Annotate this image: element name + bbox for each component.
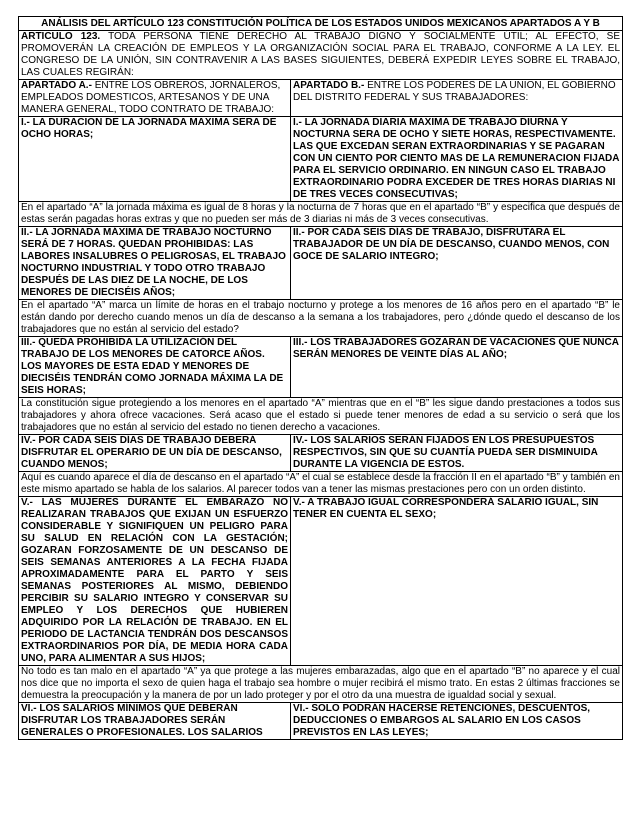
fraction-row-3 <box>19 337 623 398</box>
document-title: ANÁLISIS DEL ARTÍCULO 123 CONSTITUCIÓN POLÍTICA DE LOS ESTADOS UNIDOS MEXICANOS APARTADOS A Y B <box>19 17 623 31</box>
apartado-b-text: ENTRE LOS PODERES DE LA UNION, EL GOBIERNO DEL DISTRITO FEDERAL Y SUS TRABAJADORES: <box>293 80 616 103</box>
apartado-a-label: APARTADO A.- <box>21 80 92 91</box>
apartado-a-text: ENTRE LOS OBREROS, JORNALEROS, EMPLEADOS DOMESTICOS, ARTESANOS Y DE UNA MANERA GENERAL, TODO CONTRATO DE TRABAJO: <box>21 80 281 115</box>
apartado-b-header <box>291 80 623 117</box>
apartado-b-label: APARTADO B.- <box>293 80 365 91</box>
apartado-a-header <box>19 80 291 117</box>
comment-2: En el apartado “A” marca un límite de horas en el trabajo nocturno y protege a los menores de 16 años pero en el apartado “B” le están dando por derecho cuando menos un día de descanso a la semana a los trabajadores, pero ¿dónde quedo el descanso de los trabajadores que no están al servicio del estado? <box>19 300 623 337</box>
title-row <box>19 17 623 31</box>
analysis-document <box>18 16 622 740</box>
comment-row-5 <box>19 666 623 703</box>
fraction-a-4: IV.- POR CADA SEIS DÍAS DE TRABAJO DEBERÁ DISFRUTAR EL OPERARIO DE UN DÍA DE DESCANSO, CUANDO MENOS; <box>19 435 291 472</box>
analysis-table <box>18 16 623 740</box>
fraction-a-2: II.- LA JORNADA MÁXIMA DE TRABAJO NOCTURNO SERÁ DE 7 HORAS. QUEDAN PROHIBIDAS: LAS LABORES INSALUBRES O PELIGROSAS, EL TRABAJO NOCTURNO INDUSTRIAL Y TODO OTRO TRABAJO DESPUÉS DE LAS DIEZ DE LA NOCHE, DE LOS MENORES DE DIECISÉIS AÑOS; <box>19 227 291 300</box>
article-text: TODA PERSONA TIENE DERECHO AL TRABAJO DIGNO Y SOCIALMENTE ÚTIL; AL EFECTO, SE PROMOVERÁN LA CREACIÓN DE EMPLEOS Y LA ORGANIZACIÓN SOCIAL PARA EL TRABAJO, CONFORME A LA LEY. EL CONGRESO DE LA UNIÓN, SIN CONTRAVENIR A LAS BASES SIGUIENTES, DEBERÁ EXPEDIR LEYES SOBRE EL TRABAJO, LAS CUALES REGIRÁN: <box>21 31 620 78</box>
fraction-row-4 <box>19 435 623 472</box>
fraction-b-2: II.- POR CADA SEIS DÍAS DE TRABAJO, DISFRUTARA EL TRABAJADOR DE UN DÍA DE DESCANSO, CUANDO MENOS, CON GOCE DE SALARIO INTEGRO; <box>291 227 623 300</box>
fraction-a-5: V.- LAS MUJERES DURANTE EL EMBARAZO NO REALIZARAN TRABAJOS QUE EXIJAN UN ESFUERZO CONSIDERABLE Y SIGNIFIQUEN UN PELIGRO PARA SU SALUD EN RELACIÓN CON LA GESTACIÓN; GOZARAN FORZOSAMENTE DE UN DESCANSO DE SEIS SEMANAS ANTERIORES A LA FECHA FIJADA APROXIMADAMENTE PARA EL PARTO Y SEIS SEMANAS POSTERIORES AL MISMO, DEBIENDO PERCIBIR SU SALARIO INTEGRO Y CONSERVAR SU EMPLEO Y LOS DERECHOS QUE HUBIEREN ADQUIRIDO POR LA RELACIÓN DE TRABAJO. EN EL PERIODO DE LACTANCIA TENDRÁN DOS DESCANSOS EXTRAORDINARIOS POR DÍA, DE MEDIA HORA CADA UNO, PARA ALIMENTAR A SUS HIJOS; <box>19 497 291 666</box>
apartado-header-row <box>19 80 623 117</box>
comment-row-3 <box>19 398 623 435</box>
fraction-b-3: III.- LOS TRABAJADORES GOZARAN DE VACACIONES QUE NUNCA SERÁN MENORES DE VEINTE DÍAS AL AÑO; <box>291 337 623 398</box>
comment-row-1 <box>19 202 623 227</box>
comment-row-2 <box>19 300 623 337</box>
fraction-a-6: VI.- LOS SALARIOS MÍNIMOS QUE DEBERÁN DISFRUTAR LOS TRABAJADORES SERÁN GENERALES O PROFESIONALES. LOS SALARIOS <box>19 703 291 740</box>
article-label: ARTICULO 123. <box>21 31 101 42</box>
fraction-row-2 <box>19 227 623 300</box>
comment-1: En el apartado “A” la jornada máxima es igual de 8 horas y la nocturna de 7 horas que en el apartado “B” y especifica que después de estas serán pagadas horas extras y que no pueden ser más de 3 diarias ni más de 3 veces consecutivas. <box>19 202 623 227</box>
article-intro <box>19 31 623 80</box>
comment-row-4 <box>19 472 623 497</box>
comment-4: Aquí es cuando aparece el día de descanso en el apartado “A” el cual se establece desde la fracción II en el apartado “B” y también en este mismo apartado se habla de los salarios. Al parecer todos van a tener las mismas prestaciones pero con un orden distinto. <box>19 472 623 497</box>
fraction-row-1 <box>19 117 623 202</box>
fraction-a-1: I.- LA DURACION DE LA JORNADA MAXIMA SERA DE OCHO HORAS; <box>19 117 291 202</box>
fraction-row-5 <box>19 497 623 666</box>
fraction-b-1: I.- LA JORNADA DIARIA MAXIMA DE TRABAJO DIURNA Y NOCTURNA SERA DE OCHO Y SIETE HORAS, RESPECTIVAMENTE. LAS QUE EXCEDAN SERAN EXTRAORDINARIAS Y SE PAGARAN CON UN CIENTO POR CIENTO MAS DE LA REMUNERACION FIJADA PARA EL SERVICIO ORDINARIO. EN NINGUN CASO EL TRABAJO EXTRAORDINARIO PODRA EXCEDER DE TRES HORAS DIARIAS NI DE TRES VECES CONSECUTIVAS; <box>291 117 623 202</box>
fraction-b-5: V.- A TRABAJO IGUAL CORRESPONDERÁ SALARIO IGUAL, SIN TENER EN CUENTA EL SEXO; <box>291 497 623 666</box>
comment-5: No todo es tan malo en el apartado “A” ya que protege a las mujeres embarazadas, algo que en el apartado “B” no aparece y el cual nos dice que no importa el sexo de quien haga el trabajo sea hombre o mujer recibirá el mismo trato. En estas 2 últimas fracciones se demuestra la preocupación y la manera de por un lado proteger y por el otro da una muestra de igualdad social y sexual. <box>19 666 623 703</box>
fraction-b-4: IV.- LOS SALARIOS SERÁN FIJADOS EN LOS PRESUPUESTOS RESPECTIVOS, SIN QUE SU CUANTÍA PUEDA SER DISMINUIDA DURANTE LA VIGENCIA DE ESTOS. <box>291 435 623 472</box>
comment-3: La constitución sigue protegiendo a los menores en el apartado “A” mientras que en el “B” les sigue dando prestaciones a todos sus trabajadores y ahora ofrece vacaciones. Será acaso que el estado si puede tener menores de edad a su servicio o será que los trabajadores que no están al servicio del estado no tienen derecho a vacaciones. <box>19 398 623 435</box>
fraction-a-3: III.- QUEDA PROHIBIDA LA UTILIZACIÓN DEL TRABAJO DE LOS MENORES DE CATORCE AÑOS. LOS MAYORES DE ESTA EDAD Y MENORES DE DIECISÉIS TENDRÁN COMO JORNADA MÁXIMA LA DE SEIS HORAS; <box>19 337 291 398</box>
fraction-row-6 <box>19 703 623 740</box>
fraction-b-6: VI.- SOLO PODRÁN HACERSE RETENCIONES, DESCUENTOS, DEDUCCIONES O EMBARGOS AL SALARIO EN LOS CASOS PREVISTOS EN LAS LEYES; <box>291 703 623 740</box>
article-row <box>19 31 623 80</box>
